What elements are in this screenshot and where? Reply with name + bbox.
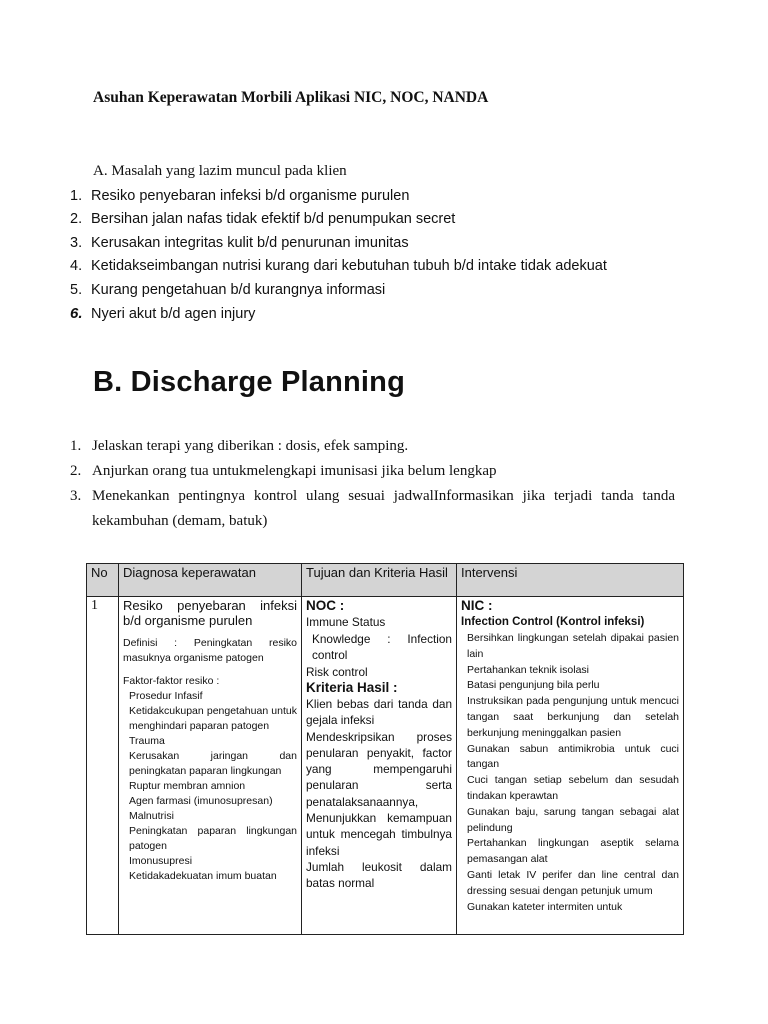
- item-text: Jelaskan terapi yang diberikan : dosis, efek samping.: [92, 438, 409, 454]
- kriteria-item: Jumlah leukosit dalam batas normal: [306, 859, 452, 891]
- nic-heading: NIC :: [461, 598, 493, 613]
- kriteria-heading: Kriteria Hasil :: [306, 680, 398, 695]
- nursing-care-table: [86, 563, 684, 935]
- noc-heading: NOC :: [306, 598, 345, 613]
- tujuan-cell: [302, 597, 457, 935]
- diagnosa-cell: [119, 597, 302, 935]
- list-item: [70, 484, 675, 534]
- list-item: [70, 459, 675, 484]
- nic-item: Gunakan kateter intermiten untuk: [467, 900, 623, 913]
- nic-item: Pertahankan lingkungan aseptik selama pemasangan alat: [467, 837, 679, 866]
- faktor-item: Trauma: [129, 735, 165, 747]
- list-item: [70, 185, 607, 208]
- item-number: 3.: [70, 488, 82, 504]
- kriteria-item: Mendeskripsikan proses penularan penyakit, factor yang mempengaruhi penularan serta penatalaksanaannya,: [306, 729, 452, 809]
- list-item: [70, 232, 607, 255]
- item-number: 4.: [70, 258, 83, 275]
- faktor-item: Kerusakan jaringan dan peningkatan paparan lingkungan: [129, 750, 297, 777]
- item-text: Kerusakan integritas kulit b/d penurunan imunitas: [91, 234, 409, 251]
- document-title: Asuhan Keperawatan Morbili Aplikasi NIC, NOC, NANDA: [93, 89, 489, 106]
- header-no: No: [87, 564, 119, 597]
- noc-item: Immune Status: [306, 615, 386, 629]
- item-text: Resiko penyebaran infeksi b/d organisme purulen: [91, 188, 410, 204]
- faktor-item: Malnutrisi: [129, 810, 174, 822]
- item-number: 1.: [70, 438, 82, 454]
- nic-item: Gunakan sabun antimikrobia untuk cuci tangan: [467, 742, 679, 771]
- nic-item: Pertahankan teknik isolasi: [467, 663, 589, 676]
- nic-item: Gunakan baju, sarung tangan sebagai alat pelindung: [467, 805, 679, 834]
- item-number: 1.: [70, 188, 83, 204]
- item-text: Kurang pengetahuan b/d kurangnya informasi: [91, 281, 386, 298]
- item-number: 5.: [70, 281, 83, 298]
- nic-item: Ganti letak IV perifer dan line central dan dressing sesuai dengan petunjuk umum: [467, 868, 679, 897]
- header-diagnosa: Diagnosa keperawatan: [119, 564, 302, 597]
- nic-item: Instruksikan pada pengunjung untuk mencuci tangan saat berkunjung dan setelah berkunjung meninggalkan pasien: [467, 695, 679, 739]
- section-b-heading: B. Discharge Planning: [93, 366, 405, 398]
- diagnosa-title: Resiko penyebaran infeksi b/d organisme purulen: [123, 598, 297, 628]
- noc-item: Risk control: [306, 664, 368, 679]
- intervensi-cell: [457, 597, 684, 935]
- diagnosa-definisi: Definisi : Peningkatan resiko masuknya organisme patogen: [123, 637, 297, 664]
- item-number: 6.: [70, 304, 83, 322]
- item-text: Nyeri akut b/d agen injury: [91, 305, 256, 322]
- noc-item: Knowledge : Infection control: [312, 631, 452, 662]
- item-number: 3.: [70, 234, 83, 251]
- list-item: [70, 208, 607, 231]
- faktor-item: Ruptur membran amnion: [129, 780, 246, 792]
- list-item: [70, 302, 607, 325]
- faktor-item: Ketidakadekuatan imum buatan: [129, 870, 277, 882]
- table-header-row: [87, 564, 684, 597]
- item-number: 2.: [70, 211, 83, 228]
- item-number: 2.: [70, 463, 82, 479]
- nic-item: Bersihkan lingkungan setelah dipakai pasien lain: [467, 632, 679, 660]
- row-number: 1: [87, 597, 119, 935]
- faktor-heading: Faktor-faktor resiko :: [123, 675, 220, 687]
- faktor-item: Imonusupresi: [129, 855, 193, 867]
- discharge-list: [70, 434, 675, 534]
- item-text: Bersihan jalan nafas tidak efektif b/d penumpukan secret: [91, 211, 456, 228]
- nic-item: Batasi pengunjung bila perlu: [467, 679, 600, 692]
- item-text: Ketidakseimbangan nutrisi kurang dari kebutuhan tubuh b/d intake tidak adekuat: [91, 258, 607, 275]
- header-intervensi: Intervensi: [457, 564, 684, 597]
- faktor-item: Ketidakcukupan pengetahuan untuk menghindari paparan patogen: [129, 705, 297, 732]
- problem-list: [70, 185, 607, 325]
- item-text: Anjurkan orang tua untukmelengkapi imunisasi jika belum lengkap: [92, 463, 497, 479]
- list-item: [70, 255, 607, 278]
- table-row: [87, 597, 684, 935]
- nic-item: Cuci tangan setiap sebelum dan sesudah tindakan kperawtan: [467, 774, 679, 802]
- faktor-item: Peningkatan paparan lingkungan patogen: [129, 825, 297, 852]
- kriteria-item: Klien bebas dari tanda dan gejala infeksi: [306, 697, 452, 728]
- item-text: Menekankan pentingnya kontrol ulang sesuai jadwalInformasikan jika terjadi tanda tanda kekambuhan (demam, batuk): [92, 488, 675, 529]
- kriteria-item: Menunjukkan kemampuan untuk mencegah timbulnya infeksi: [306, 811, 452, 858]
- list-item: [70, 279, 607, 302]
- header-tujuan: Tujuan dan Kriteria Hasil: [302, 564, 457, 597]
- nic-subheading: Infection Control (Kontrol infeksi): [461, 616, 645, 628]
- faktor-item: Prosedur Infasif: [129, 690, 203, 702]
- list-item: [70, 434, 675, 459]
- section-a-heading: A. Masalah yang lazim muncul pada klien: [93, 163, 347, 179]
- faktor-item: Agen farmasi (imunosupresan): [129, 795, 273, 807]
